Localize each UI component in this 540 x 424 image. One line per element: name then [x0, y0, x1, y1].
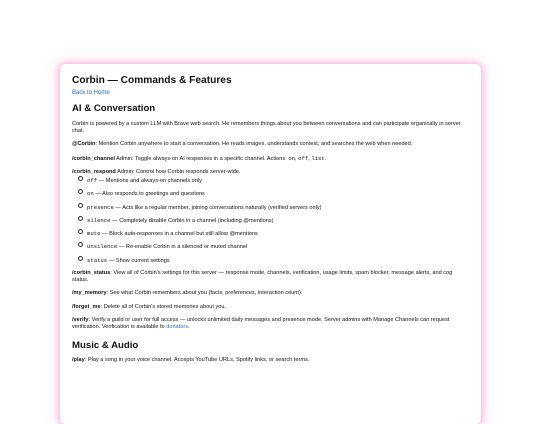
list-item: status — Show current settings [78, 257, 469, 265]
forget-description: /forget_me: Delete all of Corbin's stored memories about you. [72, 303, 227, 310]
bullet-icon [78, 229, 83, 234]
play-description: /play: Play a song in your voice channel. Accepts YouTube URLs, Spotify links, or search terms. [72, 357, 310, 364]
mention-description: @Corbin: Mention Corbin anywhere to start a conversation. He reads images, understands context, and searches the web when needed. [72, 141, 413, 148]
section-heading-ai: AI & Conversation [72, 103, 156, 115]
page-title: Corbin — Commands & Features [72, 75, 232, 86]
bullet-icon [78, 242, 83, 247]
verify-command: /verify [72, 316, 89, 323]
list-item: off — Mentions and always-on channels only [78, 177, 469, 185]
bullet-icon [78, 189, 83, 194]
section-heading-music: Music & Audio [72, 339, 139, 351]
bullet-icon [78, 256, 83, 261]
memory-command: /my_memory [72, 290, 107, 297]
status-command: /corbin_status [72, 269, 111, 276]
bullet-icon [78, 203, 83, 208]
respond-options-list [72, 177, 469, 265]
list-item: presence — Acts like a regular member, joining conversations naturally (verified servers only) [78, 204, 469, 212]
list-item: unsilence — Re-enable Corbin in a silenced or muted channel [78, 243, 469, 251]
mention-command: @Corbin [72, 141, 96, 148]
channel-description: /corbin_channel Admin: Toggle always-on AI responses in a specific channel. Actions: on, off, list. [72, 154, 327, 162]
bullet-icon [78, 216, 83, 221]
ai-intro: Corbin is powered by a custom LLM with Brave web search. He remembers things about you between conversations and can participate organically in server chat. [72, 120, 461, 134]
donators-link[interactable]: donators [166, 324, 188, 331]
verify-description: /verify: Verify a guild or user for full access — unlocks unlimited daily messages and presence mode. Server admins with Manage Channels can request verification. Verification is available to donators. [72, 316, 450, 331]
bullet-icon [78, 176, 83, 181]
list-item: mute — Block auto-responses in a channel but still allow @mentions [78, 230, 469, 238]
memory-description: /my_memory: See what Corbin remembers about you (facts, preferences, interaction count). [72, 290, 303, 297]
back-to-home-link[interactable]: Back to Home [72, 90, 110, 97]
forget-command: /forget_me [72, 303, 101, 310]
play-command: /play [72, 357, 85, 364]
list-item: silence — Completely disable Corbin in a channel (including @mentions) [78, 217, 469, 225]
channel-command: /corbin_channel [72, 155, 115, 162]
commands-card [60, 64, 481, 424]
respond-description: /corbin_respond Admin: Control how Corbin responds server-wide. [72, 168, 241, 175]
respond-command: /corbin_respond [72, 168, 116, 175]
list-item: on — Also responds to greetings and questions [78, 190, 469, 198]
status-description: /corbin_status: View all of Corbin's settings for this server — response mode, channels, verification, usage limits, spam blocker, message alerts, and cog status. [72, 269, 453, 284]
